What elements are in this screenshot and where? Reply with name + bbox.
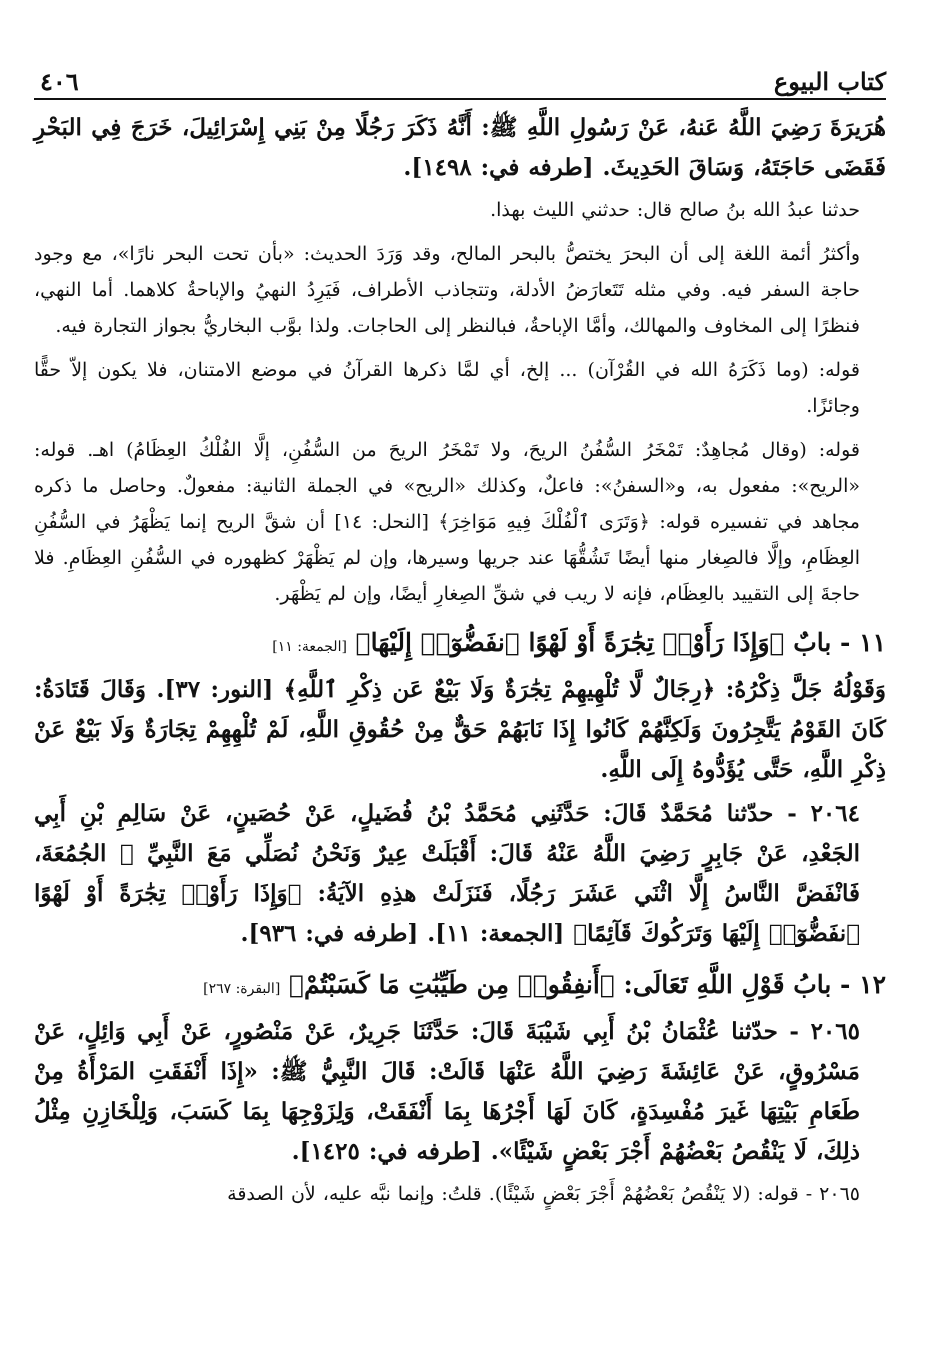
chapter-title: ١١ - بابٌ ﴿وَإِذَا رَأَوْا۟ تِجَٰرَةً أَوْ لَهْوًا ٱنفَضُّوٓا۟ إِلَيْهَا﴾ <box>355 628 886 657</box>
header-rule <box>34 98 886 100</box>
chapter-title: ١٢ - بابُ قَوْلِ اللَّهِ تَعَالَى: ﴿أَنفِقُوا۟ مِن طَيِّبَٰتِ مَا كَسَبْتُمْ﴾ <box>289 970 886 999</box>
chapter-intro: وَقَوْلُهُ جَلَّ ذِكْرُهُ: ﴿رِجَالٌ لَّا تُلْهِيهِمْ تِجَٰرَةٌ وَلَا بَيْعٌ عَن ذِكْرِ ٱللَّهِ﴾ [النور: ٣٧]. وَقَالَ قَتَادَةُ: كَانَ القَوْمُ يَتَّجِرُونَ وَلَكِنَّهُمْ كَانُوا إِذَا نَابَهُمْ حَقٌّ مِنْ حُقُوقِ اللَّهِ، لَمْ تُلْهِهِمْ تِجَارَةٌ وَلَا بَيْعٌ عَنْ ذِكْرِ اللَّهِ، حَتَّى يُؤَدُّوهُ إِلَى اللَّهِ. <box>34 676 886 783</box>
hadith-2064: ٢٠٦٤ - حدّثنا مُحَمَّدٌ قَالَ: حَدَّثَنِي مُحَمَّدُ بْنُ فُضَيلٍ، عَنْ حُصَينٍ، عَنْ سَالِمِ بْنِ أَبِي الجَعْدِ، عَنْ جَابِرٍ رَضِيَ اللَّهُ عَنْهُ قَالَ: أَقْبَلَتْ عِيرٌ وَنَحْنُ نُصَلِّي مَعَ النَّبِيِّ ﷺ الجُمُعَةَ، فَانْفَضَّ النَّاسُ إِلَّا اثْنَي عَشَرَ رَجُلًا، فَنَزَلَتْ هذِهِ الآيَةُ: ﴿وَإِذَا رَأَوْا۟ تِجَٰرَةً أَوْ لَهْوًا ٱنفَضُّوٓا۟ إِلَيْهَا وَتَرَكُوكَ قَآئِمًا﴾ [الجمعة: ١١]. [طرفه في: ٩٣٦]. <box>34 800 860 947</box>
commentary-paragraph: قوله: (وما ذَكَرَهُ الله في القُرْآن) ... إلخ، أي لمَّا ذكرها القرآنُ في موضع الامتنان، فلا يكون إلاّ حقًّا وجائزًا. <box>34 359 860 417</box>
commentary-2065: ٢٠٦٥ - قوله: (لا يَنْقُصُ بَعْضُهُمْ أَجْرَ بَعْضٍ شَيْئًا). قلتُ: وإنما نبَّه عليه، لأن الصدقة <box>227 1183 860 1205</box>
chapter-heading-11 <box>34 620 886 670</box>
page-body <box>34 108 886 1212</box>
page-number: ٤٠٦ <box>40 67 79 96</box>
running-head <box>40 56 886 96</box>
quran-reference: [الجمعة: ١١] <box>272 639 347 655</box>
hadith-continuation: هُرَيرَةَ رَضِيَ اللَّهُ عَنهُ، عَنْ رَسُولِ اللَّهِ ﷺ: أَنَّهُ ذَكَرَ رَجُلًا مِنْ بَنِي إِسْرَائِيلَ، خَرَجَ فِي البَحْرِ فَقَضَى حَاجَتَهُ، وَسَاقَ الحَدِيثَ. [طرفه في: ١٤٩٨]. <box>34 114 886 181</box>
isnad-note: حدثنا عبدُ الله بنُ صالح قال: حدثني الليث بهذا. <box>490 199 860 221</box>
commentary-paragraph: قوله: (وقال مُجاهِدٌ: تَمْخَرُ السُّفُنُ الريحَ، ولا تَمْخَرُ الريحَ من السُّفُنِ، إلَّا الفُلْكُ العِظَامُ) اهـ. قوله: «الريح»: مفعول به، و«السفنُ»: فاعلٌ، وكذلك «الريح» في الجملة الثانية: مفعولٌ. وحاصل ما ذكره مجاهد في تفسيره قوله: ﴿وَتَرَى ٱلْفُلْكَ فِيهِ مَوَاخِرَ﴾ [النحل: ١٤] أن شقَّ الريح إنما يَظْهَرُ في السُّفُنِ العِظَامِ، وإلَّا فالصِغار منها أيضًا تَشُقُّهَا عند جريها وسيرها، وإن لم يَظْهَرْ كظهوره في السُّفُنِ العِظَامِ. فلا حاجةَ إلى التقييد بالعِظَام، فإنه لا ريب في شقِّ الصِغارِ أيضًا، وإن لم يَظْهَر. <box>34 439 860 605</box>
book-title: كتاب البيوع <box>773 67 886 96</box>
hadith-2065: ٢٠٦٥ - حدّثنا عُثْمَانُ بْنُ أَبِي شَيْبَةَ قَالَ: حَدَّثَنَا جَرِيرٌ، عَنْ مَنْصُورٍ، عَنْ أَبِي وَائِلٍ، عَنْ مَسْرُوقٍ، عَنْ عَائِشَةَ رَضِيَ اللَّهُ عَنْهَا قَالَتْ: قَالَ النَّبِيُّ ﷺ: «إِذَا أَنْفَقَتِ المَرْأَةُ مِنْ طَعَامِ بَيْتِهَا غَيرَ مُفْسِدَةٍ، كَانَ لَهَا أَجْرُهَا بِمَا أَنْفَقَتْ، وَلِزَوْجِهَا بِمَا كَسَبَ، وَلِلْخَازِنِ مِثْلُ ذلِكَ، لَا يَنْقُصُ بَعْضُهُمْ أَجْرَ بَعْضٍ شَيْئًا». [طرفه في: ١٤٢٥]. <box>34 1018 860 1165</box>
chapter-heading-12 <box>34 962 886 1012</box>
commentary-paragraph: وأكثرُ أئمة اللغة إلى أن البحرَ يختصُّ بالبحر المالح، وقد وَرَدَ الحديث: «بأن تحت البحر نارًا»، مع وجود حاجة السفر فيه. وفي مثله تَتَعارَضُ الأدلة، وتتجاذب الأطراف، فَيَرِدُ النهيُ والإباحةُ كلاهما. أما النهي، فنظرًا إلى المخاوف والمهالك، وأمَّا الإباحةُ، فبالنظر إلى الحاجات. ولذا بوَّب البخاريُّ بجواز التجارة فيه. <box>34 243 860 337</box>
quran-reference: [البقرة: ٢٦٧] <box>203 981 281 997</box>
